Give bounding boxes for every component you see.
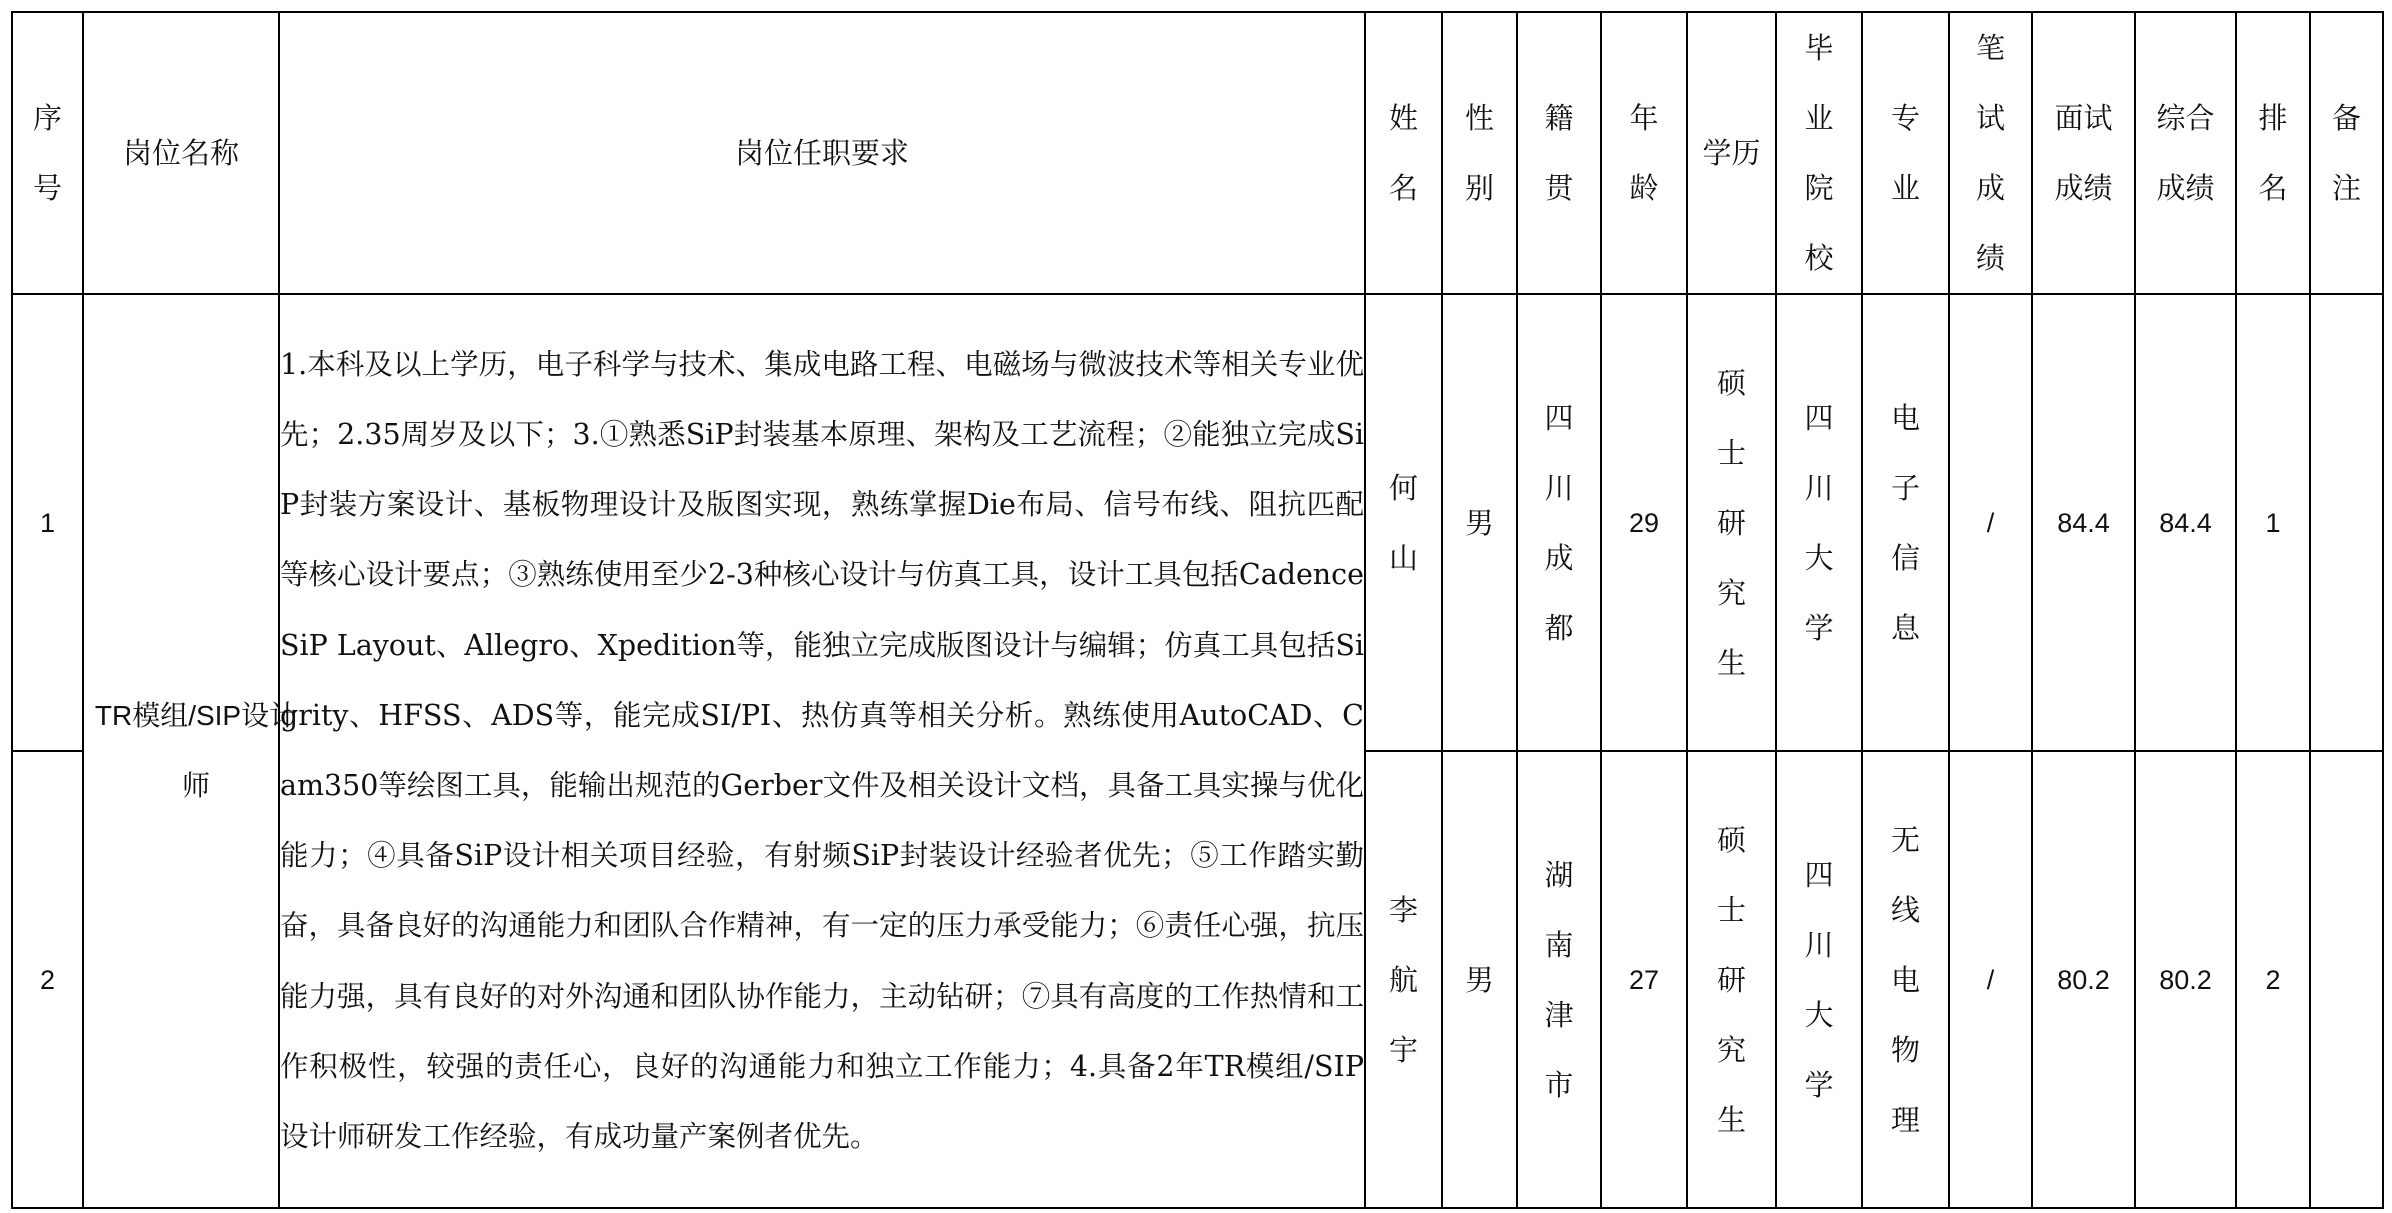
requirements-cell: 1.本科及以上学历，电子科学与技术、集成电路工程、电磁场与微波技术等相关专业优先；2.35周岁及以下；3.①熟悉SiP封装基本原理、架构及工艺流程；②能独立完成SiP封装方案设计、基板物理设计及版图实现，熟练掌握Die布局、信号布线、阻抗匹配等核心设计要点；③熟练使用至少2-3种核心设计与仿真工具，设计工具包括Cadence SiP Layout、Allegro、Xpedition等，能独立完成版图设计与编辑；仿真工具包括Sigrity、HFSS、ADS等，能完成SI/PI、热仿真等相关分析。熟练使用AutoCAD、Cam350等绘图工具，能输出规范的Gerber文件及相关设计文档，具备工具实操与优化能力；④具备SiP设计相关项目经验，有射频SiP封装设计经验者优先；⑤工作踏实勤奋，具备良好的沟通能力和团队合作精神，有一定的压力承受能力；⑥责任心强，抗压能力强，具有良好的对外沟通和团队协作能力，主动钻研；⑦具有高度的工作热情和工作积极性，较强的责任心，良好的沟通能力和独立工作能力；4.具备2年TR模组/SIP设计师研发工作经验，有成功量产案例者优先。 — [279, 294, 1365, 1208]
row-total-score: 84.4 — [2135, 294, 2236, 751]
header-gender: 性别 — [1442, 12, 1517, 294]
row-school: 四川大学 — [1776, 294, 1862, 751]
row-hometown: 湖南津市 — [1517, 751, 1601, 1208]
position-title-cell: TR模组/SIP设计师 — [83, 294, 279, 1208]
row-education: 硕士研究生 — [1687, 751, 1776, 1208]
header-school: 毕业院校 — [1776, 12, 1862, 294]
header-position: 岗位名称 — [83, 12, 279, 294]
header-interview-score: 面试成绩 — [2032, 12, 2135, 294]
row-remark — [2310, 751, 2383, 1208]
row-age: 27 — [1601, 751, 1687, 1208]
row-written-score: / — [1949, 294, 2032, 751]
candidate-roster-table — [11, 11, 2384, 1209]
header-requirements: 岗位任职要求 — [279, 12, 1365, 294]
row-remark — [2310, 294, 2383, 751]
header-hometown: 籍贯 — [1517, 12, 1601, 294]
row-age: 29 — [1601, 294, 1687, 751]
row-total-score: 80.2 — [2135, 751, 2236, 1208]
header-total-score: 综合成绩 — [2135, 12, 2236, 294]
row-written-score: / — [1949, 751, 2032, 1208]
row-school: 四川大学 — [1776, 751, 1862, 1208]
header-age: 年龄 — [1601, 12, 1687, 294]
header-remark: 备注 — [2310, 12, 2383, 294]
row-hometown: 四川成都 — [1517, 294, 1601, 751]
header-written-score: 笔试成绩 — [1949, 12, 2032, 294]
row-major: 无线电物理 — [1862, 751, 1949, 1208]
header-name: 姓名 — [1365, 12, 1442, 294]
table-row — [12, 294, 2383, 751]
row-interview-score: 80.2 — [2032, 751, 2135, 1208]
row-name: 李航宇 — [1365, 751, 1442, 1208]
header-row — [12, 12, 2383, 294]
header-rank: 排名 — [2236, 12, 2310, 294]
row-major: 电子信息 — [1862, 294, 1949, 751]
row-gender: 男 — [1442, 751, 1517, 1208]
row-rank: 1 — [2236, 294, 2310, 751]
row-seq: 2 — [12, 751, 83, 1208]
row-seq: 1 — [12, 294, 83, 751]
row-name: 何山 — [1365, 294, 1442, 751]
row-rank: 2 — [2236, 751, 2310, 1208]
header-education: 学历 — [1687, 12, 1776, 294]
row-interview-score: 84.4 — [2032, 294, 2135, 751]
header-seq: 序号 — [12, 12, 83, 294]
row-gender: 男 — [1442, 294, 1517, 751]
header-major: 专业 — [1862, 12, 1949, 294]
row-education: 硕士研究生 — [1687, 294, 1776, 751]
